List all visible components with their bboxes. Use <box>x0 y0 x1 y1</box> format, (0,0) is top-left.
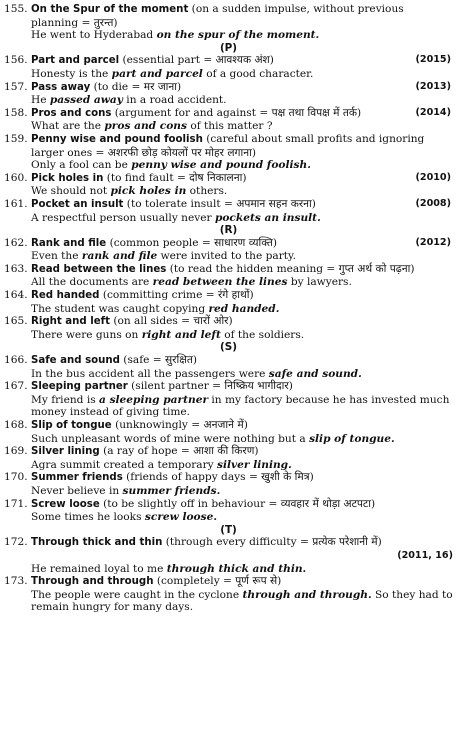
example-sentence <box>4 250 453 263</box>
idiom-definition-row <box>4 536 453 550</box>
example-sentence <box>4 29 453 42</box>
definition-text <box>31 315 453 329</box>
idiom-meaning: (to be slightly off in behaviour = व्यवहार में थोड़ा अटपटा) <box>99 497 376 510</box>
meaning-continuation: planning = तुरन्त) <box>31 16 118 29</box>
definition-text <box>31 575 453 589</box>
idiom-entry <box>4 81 453 107</box>
example-text: of the soldiers. <box>220 328 305 341</box>
entry-number: 168. <box>4 419 28 431</box>
definition-text <box>31 471 453 485</box>
definition-text <box>31 237 453 251</box>
entry-number: 171. <box>4 497 28 510</box>
example-sentence <box>4 589 453 614</box>
idiom-meaning: (on a sudden impulse, without previous <box>188 3 404 15</box>
idiom-meaning: (completely = पूर्ण रूप से) <box>153 575 282 588</box>
example-idiom: through thick and thin. <box>166 562 307 575</box>
example-text: Agra summit created a temporary <box>31 458 218 471</box>
section-heading: (R) <box>219 224 238 237</box>
definition-text <box>31 3 453 17</box>
example-idiom: rank and file <box>81 250 158 263</box>
example-idiom: on the spur of the moment. <box>156 29 320 42</box>
example-sentence <box>4 159 453 172</box>
exam-year: (2012) <box>415 236 451 248</box>
idiom-meaning: (to die = मर जाना) <box>90 80 182 93</box>
idiom-meaning: (to tolerate insult = अपमान सहन करना) <box>123 197 316 210</box>
example-text: others. <box>186 185 228 198</box>
example-text: He went to Hyderabad <box>31 29 157 42</box>
entry-number: 156. <box>4 54 28 67</box>
idiom-entry <box>4 419 453 445</box>
entry-number: 172. <box>4 536 28 549</box>
idiom-definition-row <box>4 315 453 329</box>
idiom-definition-row <box>4 107 453 121</box>
example-sentence <box>4 120 453 133</box>
entry-number: 162. <box>4 236 28 249</box>
idiom-meaning: (to read the hidden meaning = गुप्त अर्थ को पढ़ना) <box>166 262 415 275</box>
idiom-definition-row <box>4 354 453 368</box>
idiom-entry <box>4 198 453 224</box>
example-sentence <box>4 459 453 472</box>
entry-number: 169. <box>4 445 28 458</box>
example-text: Honesty is the <box>31 67 112 80</box>
example-idiom: slip of tongue. <box>309 432 395 445</box>
idiom-definition-row <box>4 289 453 303</box>
idiom-meaning: (careful about small profits and ignoring <box>202 132 425 145</box>
idiom-entry <box>4 172 453 198</box>
exam-year: (2011, 16) <box>397 549 453 561</box>
entry-number: 155. <box>4 3 28 15</box>
example-sentence <box>4 563 453 576</box>
example-sentence <box>4 94 453 107</box>
example-text: All the documents are <box>31 276 153 289</box>
idiom-entry <box>4 263 453 289</box>
definition-text <box>31 263 453 277</box>
entry-number: 157. <box>4 80 28 93</box>
idiom-phrase: Sleeping partner <box>31 381 128 393</box>
idiom-definition-row <box>4 419 453 433</box>
idiom-entry <box>4 3 453 42</box>
example-sentence <box>4 303 453 316</box>
definition-text <box>31 133 453 147</box>
idiom-definition-row <box>4 575 453 589</box>
idiom-definition-row <box>4 471 453 485</box>
idiom-phrase: Pick holes in <box>31 172 104 184</box>
example-text: What are the <box>31 120 105 133</box>
entry-number: 164. <box>4 289 28 302</box>
idiom-entry <box>4 133 453 172</box>
definition-text <box>31 198 453 212</box>
meaning-continuation: larger ones = अशरफी छोड़ कोयलों पर मोहर लगाना) <box>31 146 256 159</box>
idiom-phrase: Right and left <box>31 316 110 328</box>
idiom-meaning: (argument for and against = पक्ष तथा विपक्ष में तर्क) <box>111 106 362 119</box>
section-heading: (T) <box>220 523 237 536</box>
idiom-phrase: Silver lining <box>31 446 100 458</box>
idiom-phrase: Red handed <box>31 290 100 302</box>
exam-year: (2008) <box>415 197 451 209</box>
idiom-entry <box>4 54 453 80</box>
idiom-phrase: Screw loose <box>31 498 100 510</box>
example-idiom: through and through. <box>242 588 372 601</box>
example-sentence <box>4 368 453 381</box>
entry-number: 158. <box>4 106 28 119</box>
example-idiom: summer friends. <box>122 484 221 497</box>
idiom-entry <box>4 536 453 575</box>
idiom-phrase: Part and parcel <box>31 55 120 67</box>
entry-number: 173. <box>4 575 28 588</box>
definition-text <box>31 289 453 303</box>
idiom-phrase: On the Spur of the moment <box>31 4 189 15</box>
idiom-phrase: Rank and file <box>31 237 107 249</box>
example-idiom: red handed. <box>208 302 280 315</box>
example-idiom: a sleeping partner <box>99 393 209 406</box>
definition-text <box>31 54 453 68</box>
example-sentence <box>4 68 453 81</box>
example-sentence <box>4 485 453 498</box>
idiom-entry <box>4 380 453 419</box>
idiom-meaning: (to find fault = दोष निकालना) <box>103 171 247 184</box>
example-text: Such unpleasant words of mine were nothing but a <box>31 432 310 445</box>
idiom-definition-row <box>4 237 453 251</box>
idiom-entry <box>4 498 453 524</box>
example-idiom: passed away <box>49 94 123 107</box>
example-text: The student was caught copying <box>31 302 209 315</box>
example-text: Only a fool can be <box>31 159 132 172</box>
example-sentence <box>4 212 453 225</box>
section-heading: (P) <box>219 41 238 54</box>
example-idiom: right and left <box>141 328 221 341</box>
example-text: There were guns on <box>31 328 142 341</box>
definition-text <box>31 445 453 459</box>
idiom-phrase: Slip of tongue <box>31 420 112 431</box>
example-text: So they had to remain hungry for many days. <box>31 588 453 614</box>
example-sentence <box>4 276 453 289</box>
example-text: of this matter ? <box>186 120 273 133</box>
idiom-meaning: (friends of happy days = खुशी के मित्र) <box>122 471 314 484</box>
example-idiom: silver lining. <box>217 458 292 471</box>
idiom-meaning: (a ray of hope = आशा की किरण) <box>99 445 259 458</box>
entry-number: 167. <box>4 380 28 393</box>
example-text: He <box>31 94 50 107</box>
idiom-meaning: (essential part = आवश्यक अंश) <box>119 54 274 67</box>
example-idiom: penny wise and pound foolish. <box>131 159 311 172</box>
idiom-meaning: (silent partner = निष्क्रिय भागीदार) <box>127 380 293 393</box>
example-text: In the bus accident all the passengers were <box>31 367 269 380</box>
idiom-definition-row <box>4 198 453 212</box>
entry-number: 165. <box>4 315 28 328</box>
idiom-meaning: (unknowingly = अनजाने में) <box>111 419 248 431</box>
example-idiom: screw loose. <box>144 511 218 524</box>
idiom-phrase: Safe and sound <box>31 355 120 367</box>
idiom-meaning: (common people = साधारण व्यक्ति) <box>106 236 278 249</box>
idiom-entry <box>4 471 453 497</box>
definition-text <box>31 354 453 368</box>
example-sentence <box>4 433 453 446</box>
example-text: Never believe in <box>31 484 123 497</box>
idiom-phrase: Pass away <box>31 81 91 93</box>
idiom-meaning: (safe = सुरक्षित) <box>119 354 197 367</box>
idiom-phrase: Through thick and thin <box>31 537 163 549</box>
example-idiom: pros and cons <box>104 120 187 133</box>
idiom-phrase: Summer friends <box>31 472 123 484</box>
definition-text <box>31 81 453 95</box>
idiom-meaning: (on all sides = चारों ओर) <box>109 315 233 328</box>
idiom-definition-row <box>4 380 453 394</box>
section-heading: (S) <box>220 341 237 354</box>
example-text: My friend is <box>31 393 100 406</box>
definition-text <box>31 380 453 394</box>
exam-year: (2013) <box>415 80 451 92</box>
idiom-definition-row <box>4 81 453 95</box>
example-sentence <box>4 394 453 419</box>
idiom-meaning: (through every difficulty = प्रत्येक परेशानी में) <box>162 536 382 549</box>
example-text: He remained loyal to me <box>31 562 167 575</box>
definition-text <box>31 419 453 433</box>
idiom-phrase: Through and through <box>31 576 154 588</box>
idiom-entry <box>4 315 453 341</box>
idiom-definition-row <box>4 172 453 186</box>
example-text: Even the <box>31 250 82 263</box>
example-idiom: part and parcel <box>111 67 203 80</box>
idiom-phrase: Pocket an insult <box>31 198 124 210</box>
example-text: by lawyers. <box>287 276 352 289</box>
entry-number: 160. <box>4 171 28 184</box>
example-text: The people were caught in the cyclone <box>31 588 243 601</box>
example-text: in a road accident. <box>122 94 227 107</box>
example-text: We should not <box>31 185 111 198</box>
idiom-meaning: (committing crime = रंगे हाथों) <box>99 289 254 302</box>
entry-number: 170. <box>4 471 28 484</box>
definition-text <box>31 498 453 512</box>
idiom-definition-row <box>4 54 453 68</box>
example-idiom: safe and sound. <box>268 367 362 380</box>
idiom-entry <box>4 575 453 614</box>
entry-number: 166. <box>4 354 28 367</box>
exam-year: (2015) <box>415 54 451 66</box>
idiom-entry <box>4 107 453 133</box>
definition-text <box>31 107 453 121</box>
idiom-entry <box>4 289 453 315</box>
example-idiom: read between the lines <box>152 276 288 289</box>
exam-year: (2010) <box>415 171 451 183</box>
example-sentence <box>4 329 453 342</box>
idiom-definition-row <box>4 133 453 147</box>
definition-text <box>31 536 453 550</box>
idiom-definition-row <box>4 3 453 17</box>
idiom-phrase: Read between the lines <box>31 263 167 275</box>
example-sentence <box>4 185 453 198</box>
idiom-phrase: Pros and cons <box>31 107 112 119</box>
exam-year: (2014) <box>415 106 451 118</box>
idiom-entry <box>4 445 453 471</box>
example-sentence <box>4 511 453 524</box>
idiom-definition-row <box>4 498 453 512</box>
definition-text <box>31 172 453 186</box>
example-text: A respectful person usually never <box>31 211 215 224</box>
idiom-phrase: Penny wise and pound foolish <box>31 133 203 145</box>
example-text: in my factory because he has invested much money instead of giving time. <box>31 393 450 419</box>
idiom-definition-row <box>4 445 453 459</box>
example-idiom: pockets an insult. <box>214 211 321 224</box>
example-text: Some times he looks <box>31 511 145 524</box>
idiom-definition-row <box>4 263 453 277</box>
example-text: were invited to the party. <box>157 250 296 263</box>
example-idiom: pick holes in <box>110 185 187 198</box>
entry-number: 161. <box>4 197 28 210</box>
idiom-entry <box>4 354 453 380</box>
idiom-entry <box>4 237 453 263</box>
entry-number: 159. <box>4 132 28 145</box>
example-text: of a good character. <box>202 67 314 80</box>
entry-number: 163. <box>4 262 28 275</box>
